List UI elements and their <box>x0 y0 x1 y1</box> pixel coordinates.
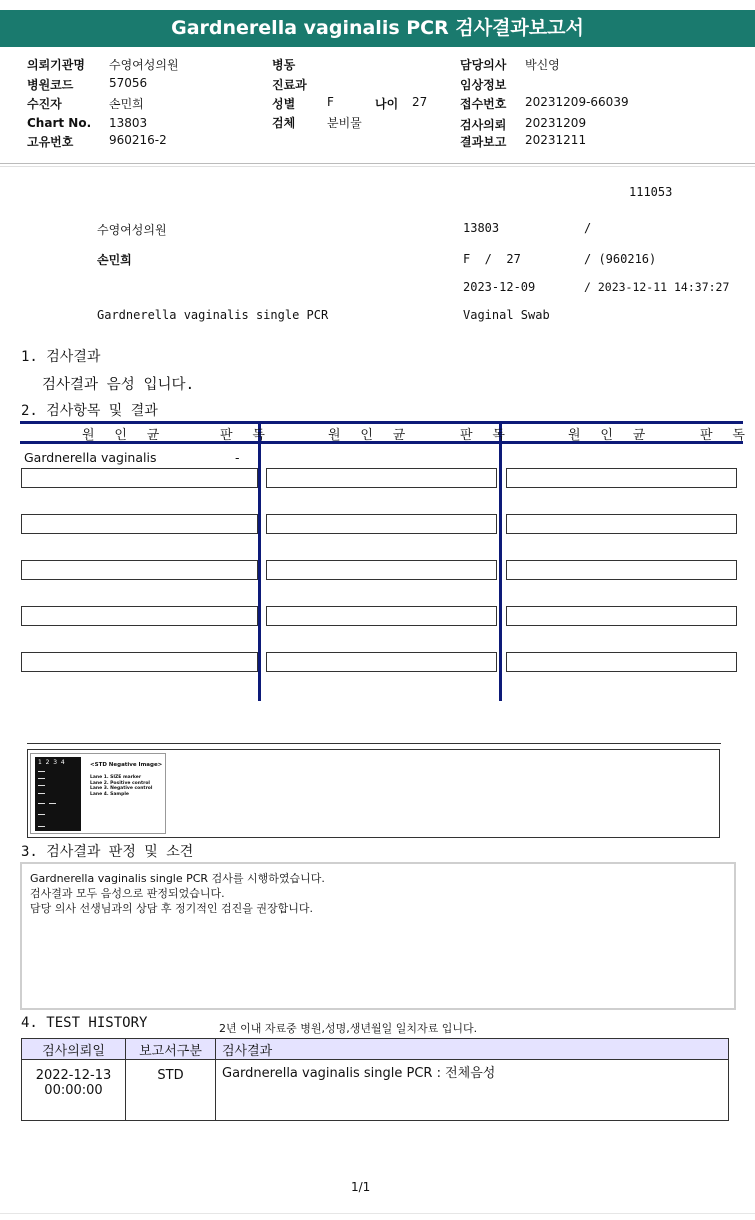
col-header-item-3: 원 인 균 <box>568 428 652 443</box>
col-header-judge-3: 판 독 <box>700 428 751 443</box>
value-age: 27 <box>412 95 428 109</box>
empty-cell <box>266 606 497 626</box>
label-request: 검사의뢰 <box>460 118 507 132</box>
result-summary: 검사결과 음성 입니다. <box>42 377 195 393</box>
label-ward: 병동 <box>272 58 296 72</box>
specimen-type: Vaginal Swab <box>463 308 550 322</box>
label-chart: Chart No. <box>27 116 92 130</box>
column-divider-1 <box>258 423 261 701</box>
gel-title: <STD Negative Image> <box>90 762 163 768</box>
label-doctor: 담당의사 <box>460 58 507 72</box>
result-item-value: - <box>235 450 240 465</box>
value-patient: 손민희 <box>109 97 144 111</box>
empty-cell <box>21 514 258 534</box>
request-date: 2023-12-09 <box>463 280 536 294</box>
opinion-text <box>30 871 325 916</box>
gel-lane-2-label: Lane 2. Positive control <box>90 780 150 786</box>
history-date-cell <box>22 1060 126 1121</box>
empty-cell <box>506 560 737 580</box>
col-header-item-1: 원 인 균 <box>82 428 166 443</box>
chart-slash: / <box>584 221 592 235</box>
value-request: 20231209 <box>525 116 587 130</box>
result-item-name: Gardnerella vaginalis <box>24 450 157 465</box>
id-part: / (960216) <box>584 252 657 266</box>
empty-cell <box>506 606 737 626</box>
history-note: 2년 이내 자료중 병원,성명,생년월일 일치자료 입니다. <box>219 1022 478 1035</box>
value-hospital-code: 57056 <box>109 76 148 90</box>
empty-cell <box>21 468 258 488</box>
value-doctor: 박신영 <box>525 58 560 72</box>
empty-cell <box>506 514 737 534</box>
empty-cell <box>21 560 258 580</box>
label-patient: 수진자 <box>27 97 62 111</box>
history-type: STD <box>126 1060 216 1121</box>
value-sex: F <box>327 95 334 109</box>
history-time: 00:00:00 <box>44 1083 103 1098</box>
column-divider-2 <box>499 423 502 701</box>
history-date: 2022-12-13 <box>35 1068 112 1083</box>
empty-cell <box>506 652 737 672</box>
label-department: 진료과 <box>272 78 307 92</box>
history-col-result: 검사결과 <box>216 1039 729 1060</box>
history-result: Gardnerella vaginalis single PCR : 전체음성 <box>216 1060 729 1121</box>
patient-name: 손민희 <box>97 253 132 267</box>
value-institution: 수영여성의원 <box>109 58 179 72</box>
section4-title: 4. TEST HISTORY <box>21 1015 148 1031</box>
value-chart: 13803 <box>109 116 148 130</box>
gel-top-rule <box>27 743 721 744</box>
label-age: 나이 <box>375 97 399 111</box>
gel-lanes-image <box>35 757 81 831</box>
report-title: Gardnerella vaginalis PCR 검사결과보고서 <box>0 10 755 47</box>
gel-lane-legend <box>90 775 152 797</box>
empty-cell <box>266 514 497 534</box>
value-receipt-no: 20231209-66039 <box>525 95 629 109</box>
table-row <box>22 1060 729 1121</box>
report-code: 111053 <box>629 185 673 199</box>
label-sex: 성별 <box>272 97 296 111</box>
label-report: 결과보고 <box>460 135 507 149</box>
empty-cell <box>21 652 258 672</box>
empty-cell <box>266 652 497 672</box>
value-specimen: 분비물 <box>327 116 362 130</box>
history-table <box>21 1038 729 1121</box>
sex-age: F / 27 <box>463 252 521 266</box>
label-hospital-code: 병원코드 <box>27 78 74 92</box>
opinion-line: 검사결과 모두 음성으로 판정되었습니다. <box>30 887 225 900</box>
label-receipt-no: 접수번호 <box>460 97 507 111</box>
gel-lane-4-label: Lane 4. Sample <box>90 791 129 797</box>
value-report: 20231211 <box>525 133 587 147</box>
page-bottom-rule <box>0 1213 755 1214</box>
col-header-judge-1: 판 독 <box>220 428 271 443</box>
empty-cell <box>266 560 497 580</box>
empty-cell <box>506 468 737 488</box>
history-header-row <box>22 1039 729 1060</box>
opinion-line: Gardnerella vaginalis single PCR 검사를 시행하였습니다. <box>30 872 325 885</box>
chart-number: 13803 <box>463 221 500 235</box>
history-col-type: 보고서구분 <box>126 1039 216 1060</box>
col-header-judge-2: 판 독 <box>460 428 511 443</box>
label-clinical-info: 임상정보 <box>460 78 507 92</box>
header-divider <box>0 163 755 164</box>
opinion-line: 담당 의사 선생님과의 상담 후 정기적인 검진을 권장합니다. <box>30 902 313 915</box>
hospital-name: 수영여성의원 <box>97 223 167 237</box>
report-datetime: / 2023-12-11 14:37:27 <box>584 280 730 294</box>
section1-title: 1. 검사결과 <box>21 349 101 365</box>
gel-lane-1-label: Lane 1. SIZE marker <box>90 775 142 780</box>
history-col-date: 검사의뢰일 <box>22 1039 126 1060</box>
section2-title: 2. 검사항목 및 결과 <box>21 403 158 419</box>
label-specimen: 검체 <box>272 116 296 130</box>
empty-cell <box>266 468 497 488</box>
col-header-item-2: 원 인 균 <box>328 428 412 443</box>
header-divider-shadow <box>0 166 755 167</box>
test-name: Gardnerella vaginalis single PCR <box>97 308 329 322</box>
section3-title: 3. 검사결과 판정 및 소견 <box>21 844 194 860</box>
gel-lane-3-label: Lane 3. Negative control <box>90 786 153 791</box>
label-unique-id: 고유번호 <box>27 135 74 149</box>
value-unique-id: 960216-2 <box>109 133 167 147</box>
page-number: 1/1 <box>351 1180 371 1194</box>
label-institution: 의뢰기관명 <box>27 58 85 72</box>
gel-lane-numbers: 1 2 3 4 <box>38 759 65 766</box>
empty-cell <box>21 606 258 626</box>
